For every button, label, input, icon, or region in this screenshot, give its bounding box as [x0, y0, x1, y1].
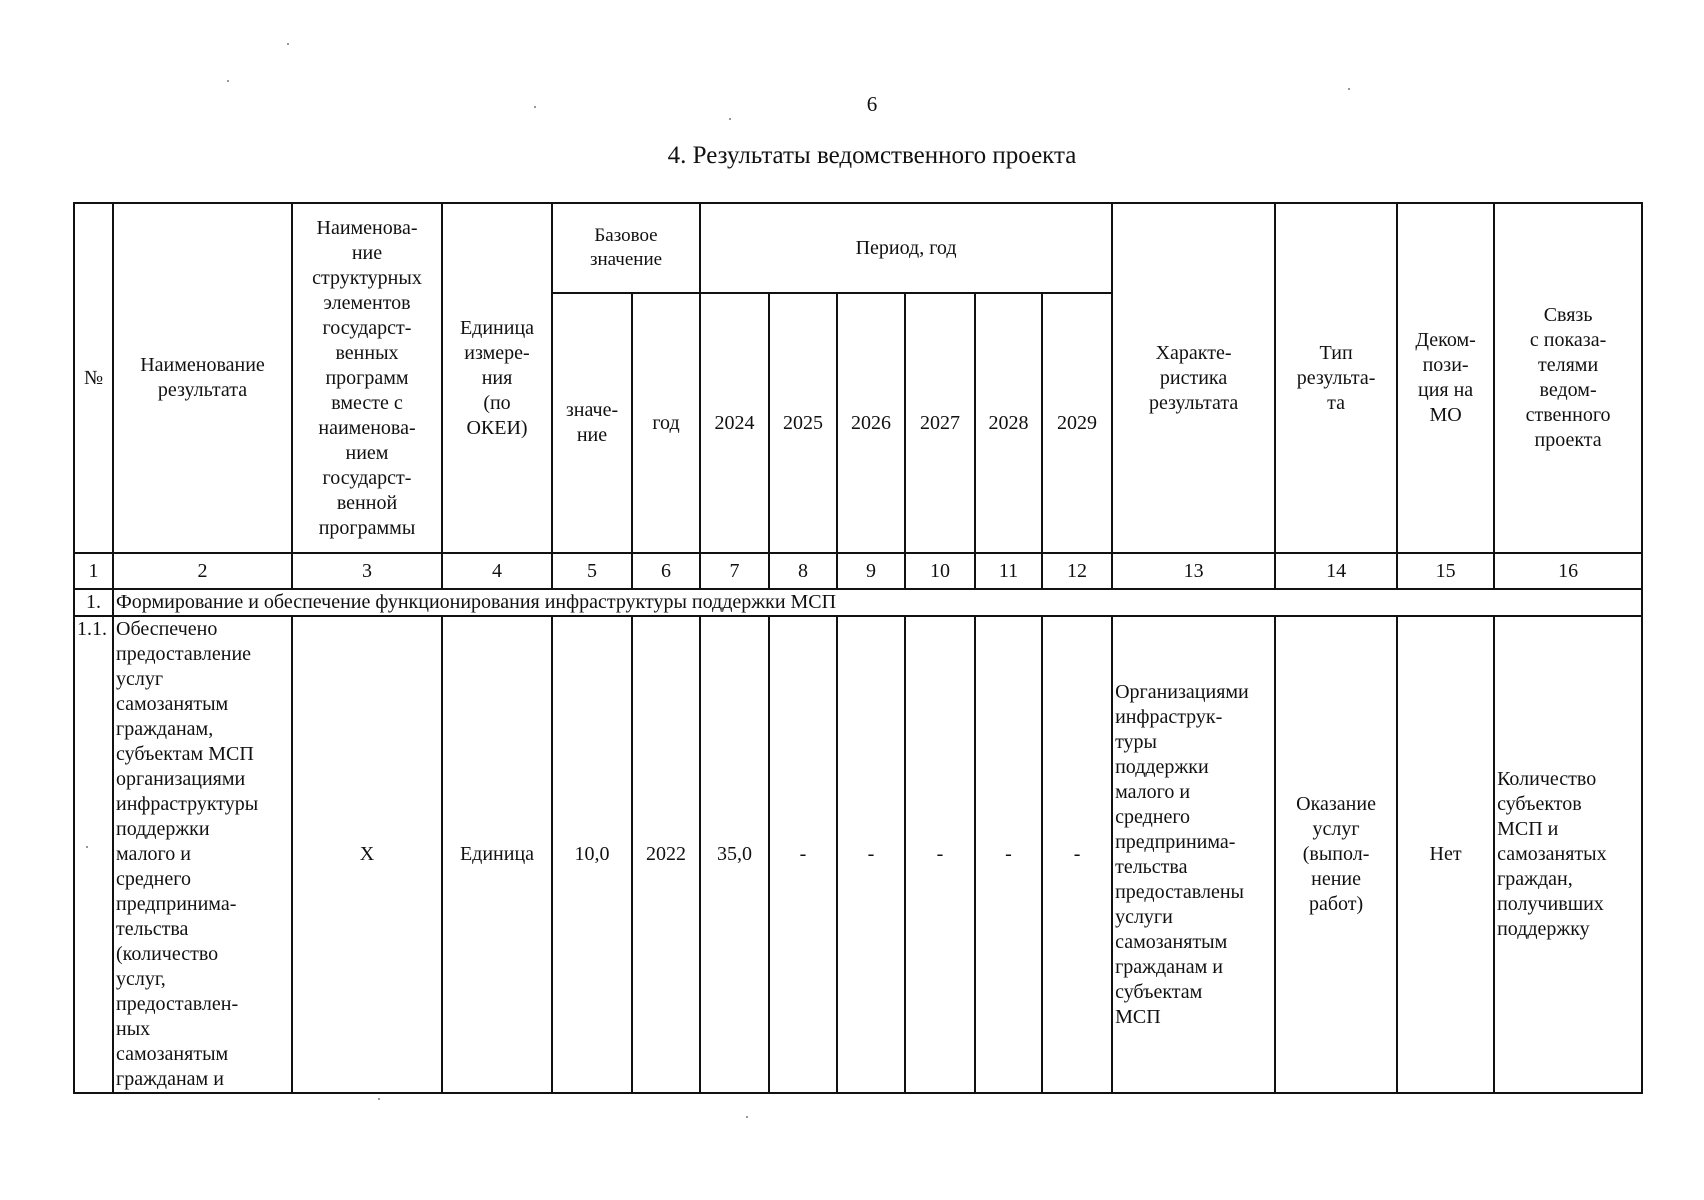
row-value-2029: - [1042, 616, 1112, 1093]
header-year-2026: 2026 [837, 293, 905, 553]
column-number: 3 [292, 553, 442, 589]
header-year-2025: 2025 [769, 293, 837, 553]
scan-speck [86, 846, 88, 848]
header-year-2029: 2029 [1042, 293, 1112, 553]
row-link: Количество субъектов МСП и самозанятых граждан, получивших поддержку [1494, 616, 1642, 1093]
scan-speck [534, 106, 536, 108]
column-number: 8 [769, 553, 837, 589]
scan-speck [378, 1098, 380, 1100]
column-number: 10 [905, 553, 975, 589]
column-number: 1 [74, 553, 113, 589]
column-number: 13 [1112, 553, 1275, 589]
scan-speck [1348, 88, 1350, 90]
header-year-2028: 2028 [975, 293, 1042, 553]
column-number: 15 [1397, 553, 1494, 589]
row-value-2026: - [837, 616, 905, 1093]
results-table [73, 202, 1643, 1094]
column-number: 2 [113, 553, 292, 589]
row-base-value: 10,0 [552, 616, 632, 1093]
row-number: 1.1. [74, 616, 113, 1093]
section-row [74, 589, 1642, 616]
table-row [74, 616, 1642, 1093]
column-number: 12 [1042, 553, 1112, 589]
header-base-value-value: значе- ние [552, 293, 632, 553]
column-numbers-row [74, 553, 1642, 589]
header-year-2027: 2027 [905, 293, 975, 553]
header-year-2024: 2024 [700, 293, 769, 553]
section-heading: Формирование и обеспечение функционирования инфраструктуры поддержки МСП [113, 589, 1642, 616]
header-no: № [74, 203, 113, 553]
row-structural-element: Х [292, 616, 442, 1093]
row-base-year: 2022 [632, 616, 700, 1093]
header-base-value: Базовое значение [552, 203, 700, 293]
header-period: Период, год [700, 203, 1112, 293]
row-characteristic: Организациями инфраструк- туры поддержки малого и среднего предпринима- тельства предоставлены услуги самозанятым гражданам и субъектам МСП [1112, 616, 1275, 1093]
scan-speck [287, 43, 289, 45]
column-number: 14 [1275, 553, 1397, 589]
header-result-type: Тип результа- та [1275, 203, 1397, 553]
scan-speck [746, 1116, 748, 1118]
row-value-2024: 35,0 [700, 616, 769, 1093]
column-number: 9 [837, 553, 905, 589]
scan-speck [227, 80, 229, 82]
header-result-name: Наименование результата [113, 203, 292, 553]
row-result-name: Обеспечено предоставление услуг самозанятым гражданам, субъектам МСП организациями инфраструктуры поддержки малого и среднего предпринима- тельства (количество услуг, предоставлен- ных самозанятым гражданам и [113, 616, 292, 1093]
section-number: 1. [74, 589, 113, 616]
header-unit: Единица измере- ния (по ОКЕИ) [442, 203, 552, 553]
row-unit: Единица [442, 616, 552, 1093]
page-number: 6 [866, 92, 878, 116]
header-decomposition: Деком- пози- ция на МО [1397, 203, 1494, 553]
header-structural-elements: Наименова- ние структурных элементов государст- венных программ вместе с наименова- нием государст- венной программы [292, 203, 442, 553]
scan-speck [729, 118, 731, 120]
column-number: 7 [700, 553, 769, 589]
row-value-2028: - [975, 616, 1042, 1093]
column-number: 6 [632, 553, 700, 589]
header-base-value-year: год [632, 293, 700, 553]
row-decomposition: Нет [1397, 616, 1494, 1093]
column-number: 16 [1494, 553, 1642, 589]
column-number: 11 [975, 553, 1042, 589]
header-link: Связь с показа- телями ведом- ственного проекта [1494, 203, 1642, 553]
header-row-top [74, 203, 1642, 293]
column-number: 5 [552, 553, 632, 589]
header-characteristic: Характе- ристика результата [1112, 203, 1275, 553]
section-title: 4. Результаты ведомственного проекта [667, 142, 1077, 169]
row-value-2027: - [905, 616, 975, 1093]
row-value-2025: - [769, 616, 837, 1093]
column-number: 4 [442, 553, 552, 589]
row-result-type: Оказание услуг (выпол- нение работ) [1275, 616, 1397, 1093]
